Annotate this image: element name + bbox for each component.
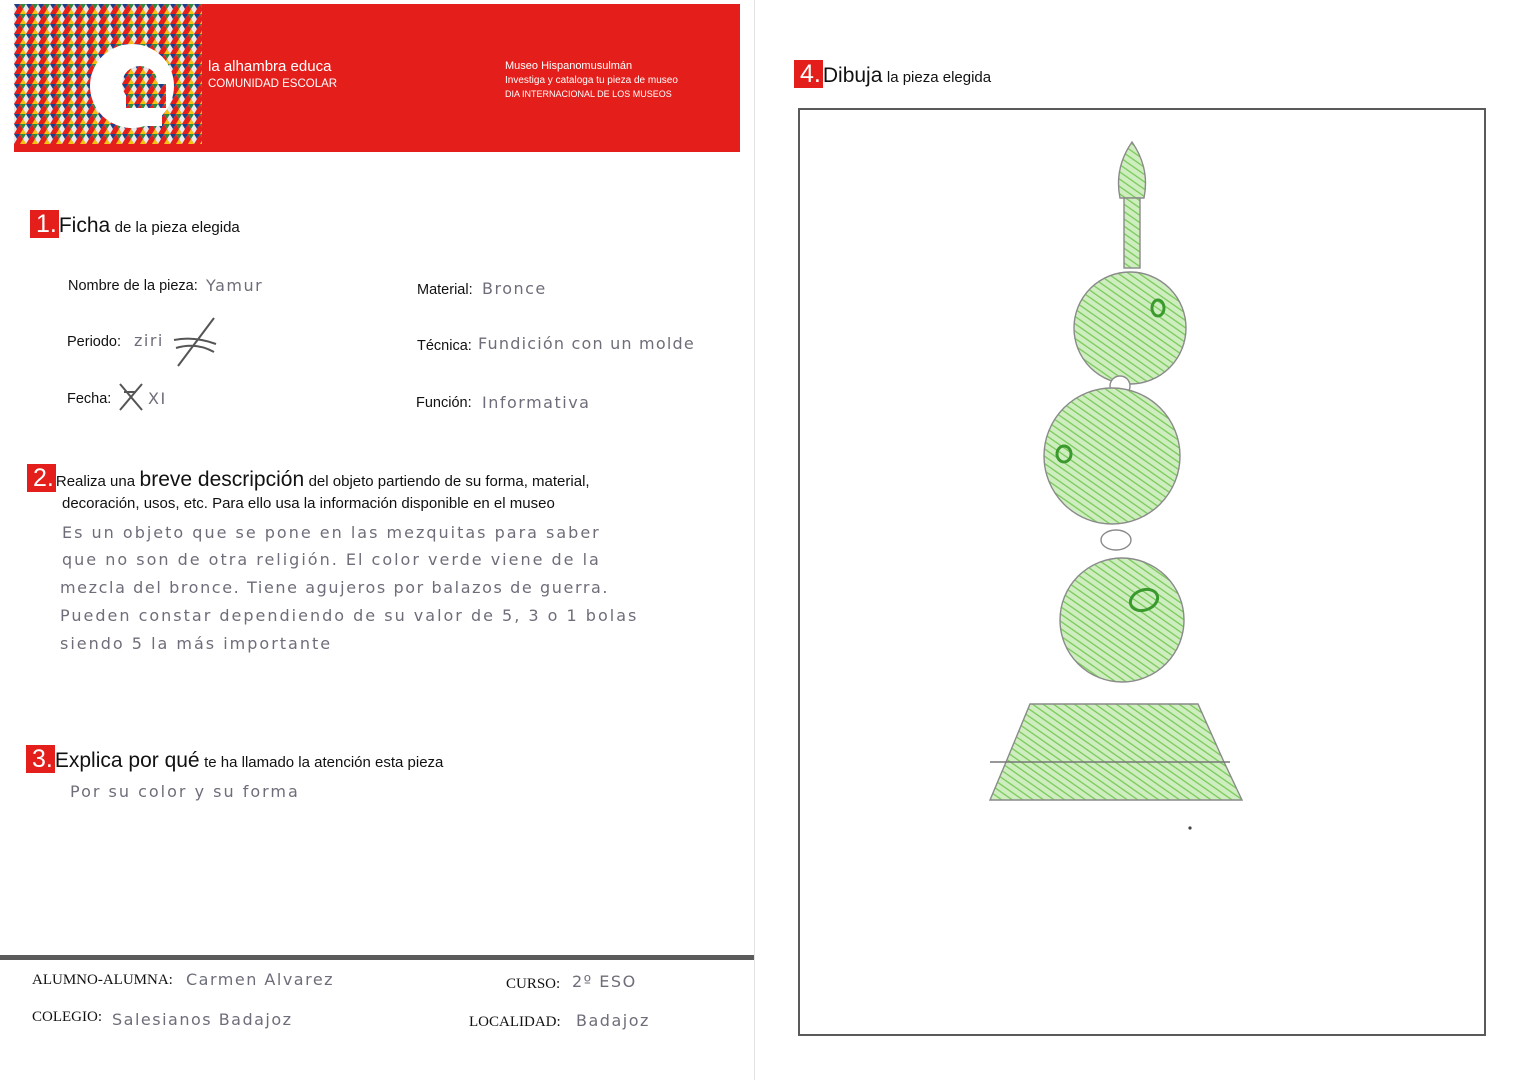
section4-heading (794, 58, 991, 90)
curso-label: CURSO: (506, 976, 561, 992)
museum-name: Museo Hispanomusulmán (505, 60, 633, 72)
ball-bottom (1060, 558, 1184, 682)
nombre-value[interactable]: Yamur (206, 276, 264, 295)
colegio-value[interactable]: Salesianos Badajoz (112, 1010, 293, 1029)
crossed-out-mark-icon (116, 380, 146, 414)
section2-title-rest: del objeto partiendo de su forma, material, (308, 473, 590, 490)
nombre-label: Nombre de la pieza: (68, 278, 198, 294)
ball-top (1074, 272, 1186, 384)
tecnica-value[interactable]: Fundición con un molde (478, 334, 695, 353)
section3-number: 3. (26, 745, 55, 773)
periodo-value[interactable]: ziri (134, 331, 164, 350)
section1-title-bold: Ficha (58, 214, 111, 237)
section2-heading (27, 462, 590, 494)
section2-title-line2: decoración, usos, etc. Para ello usa la información disponible en el museo (62, 495, 555, 512)
fecha-value[interactable]: XI (148, 389, 167, 408)
section4-number: 4. (794, 60, 823, 88)
section3-title-bold: Explica por qué (54, 749, 200, 772)
description-line-1[interactable]: Es un objeto que se pone en las mezquitas para saber (62, 523, 601, 542)
description-line-3[interactable]: mezcla del bronce. Tiene agujeros por balazos de guerra. (60, 578, 610, 597)
reason-answer[interactable]: Por su color y su forma (70, 782, 300, 801)
alumno-value[interactable]: Carmen Alvarez (186, 970, 335, 989)
section1-title-rest: de la pieza elegida (114, 219, 240, 236)
section3-heading (26, 743, 443, 775)
colegio-label: COLEGIO: (32, 1009, 102, 1025)
crossed-out-scribble-icon (170, 314, 222, 370)
section4-title-rest: la pieza elegida (886, 69, 992, 86)
brand-subtitle: COMUNIDAD ESCOLAR (208, 78, 338, 90)
fecha-label: Fecha: (67, 391, 112, 407)
page-fold (754, 0, 755, 1080)
section2-title-bold: breve descripción (139, 468, 305, 491)
description-line-2[interactable]: que no son de otra religión. El color verde viene de la (62, 550, 601, 569)
description-line-4[interactable]: Pueden constar dependiendo de su valor de 5, 3 o 1 bolas (60, 606, 639, 625)
activity-title: Investiga y cataloga tu pieza de museo (505, 75, 678, 86)
spire-tip (1119, 142, 1146, 198)
joint-2 (1101, 530, 1131, 550)
footer-divider (0, 955, 754, 960)
description-line-5[interactable]: siendo 5 la más importante (60, 634, 333, 653)
material-label: Material: (417, 282, 473, 298)
alumno-label: ALUMNO-ALUMNA: (32, 972, 173, 988)
periodo-label: Periodo: (67, 334, 122, 350)
localidad-label: LOCALIDAD: (469, 1014, 561, 1030)
section2-title-pre: Realiza una (55, 473, 136, 490)
localidad-value[interactable]: Badajoz (576, 1011, 650, 1030)
section4-title-bold: Dibuja (822, 64, 883, 87)
event-name: DIA INTERNACIONAL DE LOS MUSEOS (505, 89, 672, 99)
yamur-drawing (800, 110, 1484, 1034)
ball-middle (1044, 388, 1180, 524)
spire-rod (1124, 198, 1140, 268)
curso-value[interactable]: 2º ESO (572, 972, 637, 991)
brand-name: la alhambra educa (208, 58, 332, 75)
section2-number: 2. (27, 464, 56, 492)
section3-title-rest: te ha llamado la atención esta pieza (204, 754, 444, 771)
pencil-dot (1188, 826, 1191, 829)
section1-number: 1. (30, 210, 59, 238)
funcion-value[interactable]: Informativa (482, 393, 591, 412)
funcion-label: Función: (416, 395, 472, 411)
alhambra-educa-logo-icon (14, 4, 202, 144)
base (990, 704, 1242, 800)
section1-heading (30, 208, 240, 240)
tecnica-label: Técnica: (417, 338, 472, 354)
material-value[interactable]: Bronce (482, 279, 547, 298)
